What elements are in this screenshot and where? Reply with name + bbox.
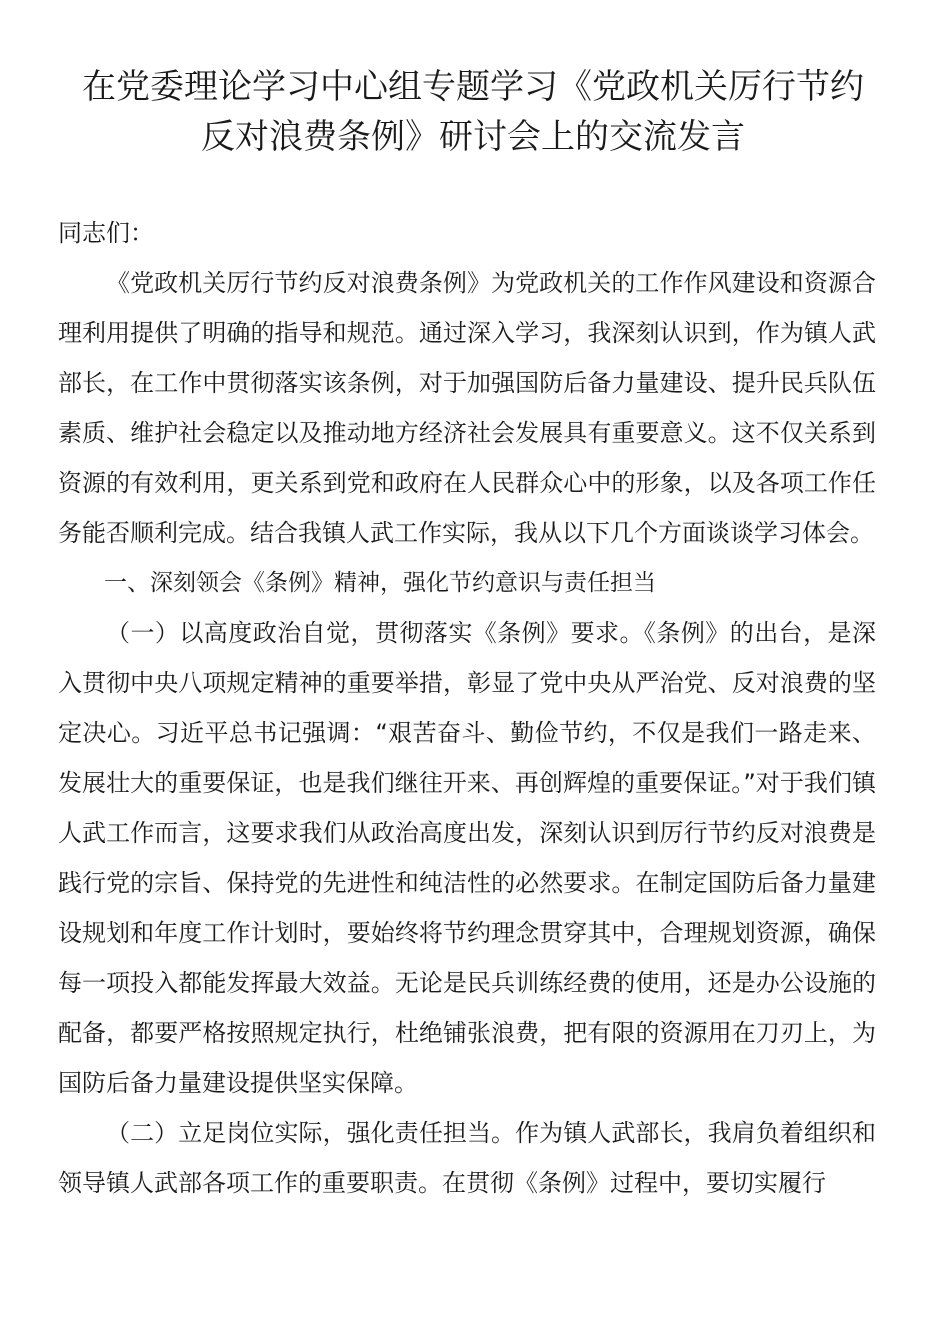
document-title — [58, 62, 876, 162]
section-1-paragraph-2: （二）立足岗位实际，强化责任担当。作为镇人武部长，我肩负着组织和领导镇人武部各项工作的重要职责。在贯彻《条例》过程中，要切实履行 — [58, 1119, 876, 1197]
section-1-paragraph-1: （一）以高度政治自觉，贯彻落实《条例》要求。《条例》的出台，是深入贯彻中央八项规定精神的重要举措，彰显了党中央从严治党、反对浪费的坚定决心。习近平总书记强调：“艰苦奋斗、勤俭节约，不仅是我们一路走来、发展壮大的重要保证，也是我们继往开来、再创辉煌的重要保证。”对于我们镇人武工作而言，这要求我们从政治高度出发，深刻认识到厉行节约反对浪费是践行党的宗旨、保持党的先进性和纯洁性的必然要求。在制定国防后备力量建设规划和年度工作计划时，要始终将节约理念贯穿其中，合理规划资源，确保每一项投入都能发挥最大效益。无论是民兵训练经费的使用，还是办公设施的配备，都要严格按照规定执行，杜绝铺张浪费，把有限的资源用在刀刃上，为国防后备力量建设提供坚实保障。 — [58, 619, 876, 1097]
section-1-heading: 一、深刻领会《条例》精神，强化节约意识与责任担当 — [104, 570, 656, 596]
intro-paragraph: 《党政机关厉行节约反对浪费条例》为党政机关的工作作风建设和资源合理利用提供了明确的指导和规范。通过深入学习，我深刻认识到，作为镇人武部长，在工作中贯彻落实该条例，对于加强国防后备力量建设、提升民兵队伍素质、维护社会稳定以及推动地方经济社会发展具有重要意义。这不仅关系到资源的有效利用，更关系到党和政府在人民群众心中的形象，以及各项工作任务能否顺利完成。结合我镇人武工作实际，我从以下几个方面谈谈学习体会。 — [58, 269, 876, 547]
document-body — [58, 208, 876, 1208]
title-line-1: 在党委理论学习中心组专题学习《党政机关厉行节约 — [82, 67, 864, 107]
title-line-2: 反对浪费条例》研讨会上的交流发言 — [201, 117, 745, 157]
salutation: 同志们： — [58, 219, 154, 247]
